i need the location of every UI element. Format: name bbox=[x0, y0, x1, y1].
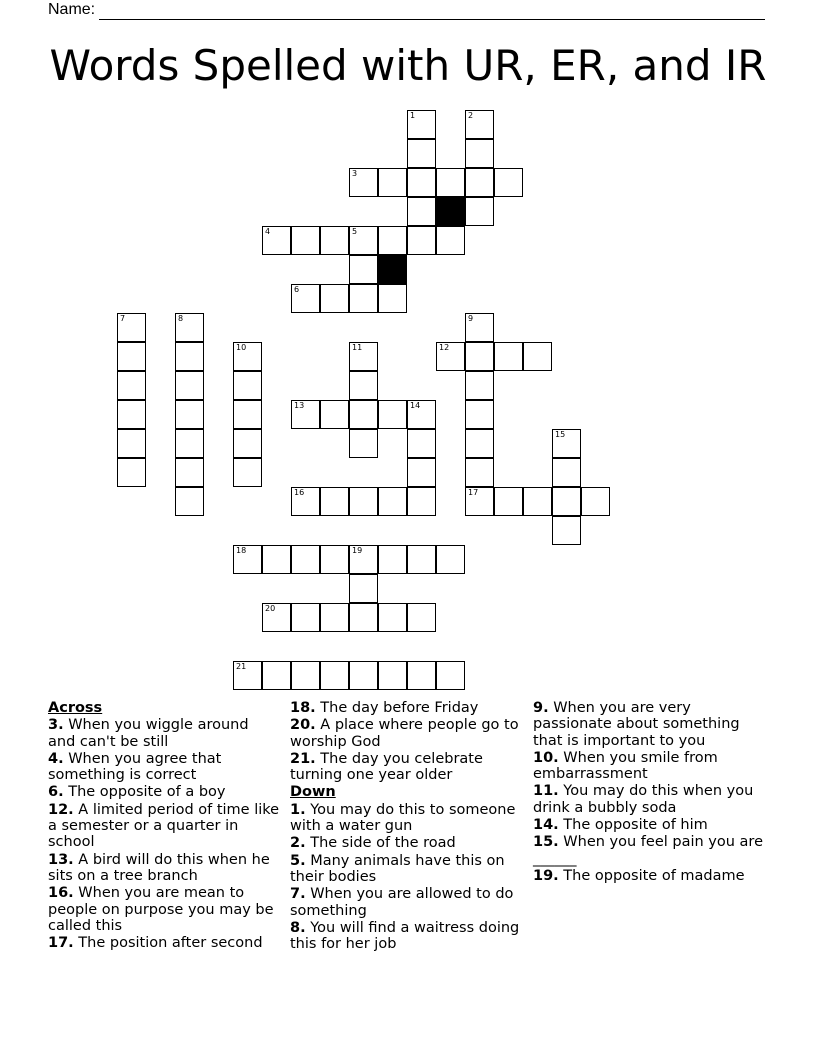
grid-cell[interactable] bbox=[175, 400, 204, 429]
grid-cell[interactable] bbox=[494, 168, 523, 197]
grid-cell[interactable] bbox=[117, 458, 146, 487]
grid-cell[interactable] bbox=[552, 516, 581, 545]
grid-cell[interactable] bbox=[349, 603, 378, 632]
grid-cell[interactable] bbox=[233, 661, 262, 690]
grid-clue-number: 4 bbox=[265, 227, 271, 236]
clue-text: When you are very passionate about something that is important to you bbox=[533, 700, 740, 749]
clue-number: 17. bbox=[48, 935, 74, 952]
clue-text: When you wiggle around and can't be still bbox=[48, 717, 249, 750]
across-clue bbox=[290, 751, 522, 784]
grid-clue-number: 19 bbox=[352, 546, 363, 555]
grid-cell[interactable] bbox=[378, 168, 407, 197]
down-clue bbox=[290, 802, 522, 835]
down-clue bbox=[533, 750, 765, 783]
clue-number: 8. bbox=[290, 919, 306, 936]
grid-cell[interactable] bbox=[233, 371, 262, 400]
across-clue-list-part-2 bbox=[290, 700, 522, 783]
clue-number: 6. bbox=[48, 784, 64, 801]
clue-number: 5. bbox=[290, 852, 306, 869]
grid-clue-number: 17 bbox=[468, 488, 479, 497]
clue-number: 13. bbox=[48, 851, 74, 868]
down-clue-list-part-1 bbox=[290, 802, 522, 953]
clue-number: 18. bbox=[290, 700, 316, 716]
down-clue bbox=[290, 853, 522, 886]
clue-number: 4. bbox=[48, 750, 64, 767]
clue-number: 19. bbox=[533, 867, 559, 884]
grid-cell[interactable] bbox=[349, 168, 378, 197]
clue-number: 16. bbox=[48, 885, 74, 902]
grid-cell[interactable] bbox=[523, 487, 552, 516]
across-clue bbox=[290, 700, 522, 716]
grid-clue-number: 1 bbox=[410, 111, 416, 120]
grid-cell[interactable] bbox=[378, 661, 407, 690]
clue-number: 2. bbox=[290, 835, 306, 852]
grid-cell[interactable] bbox=[407, 168, 436, 197]
name-blank-line[interactable] bbox=[99, 5, 765, 20]
grid-cell[interactable] bbox=[407, 110, 436, 139]
clue-number: 10. bbox=[533, 749, 559, 766]
grid-cell[interactable] bbox=[378, 487, 407, 516]
grid-clue-number: 12 bbox=[439, 343, 450, 352]
grid-cell[interactable] bbox=[465, 458, 494, 487]
grid-clue-number: 6 bbox=[294, 285, 300, 294]
grid-cell[interactable] bbox=[465, 342, 494, 371]
grid-cell[interactable] bbox=[494, 487, 523, 516]
grid-cell[interactable] bbox=[233, 400, 262, 429]
grid-clue-number: 11 bbox=[352, 343, 363, 352]
grid-cell[interactable] bbox=[465, 313, 494, 342]
grid-cell[interactable] bbox=[320, 487, 349, 516]
grid-cell[interactable] bbox=[117, 313, 146, 342]
clue-text: When you are mean to people on purpose you may be called this bbox=[48, 885, 274, 934]
grid-cell[interactable] bbox=[378, 545, 407, 574]
across-clue-list-part-1 bbox=[48, 717, 280, 951]
grid-cell[interactable] bbox=[262, 226, 291, 255]
clue-number: 3. bbox=[48, 717, 64, 734]
grid-cell[interactable] bbox=[407, 603, 436, 632]
down-clue bbox=[533, 817, 765, 833]
grid-cell[interactable] bbox=[175, 458, 204, 487]
grid-cell[interactable] bbox=[407, 197, 436, 226]
down-clue bbox=[533, 834, 765, 867]
clue-text: When you smile from embarrassment bbox=[533, 749, 718, 783]
grid-cell[interactable] bbox=[320, 284, 349, 313]
clue-text: A place where people go to worship God bbox=[290, 717, 519, 750]
grid-cell[interactable] bbox=[175, 429, 204, 458]
grid-cell[interactable] bbox=[262, 603, 291, 632]
grid-clue-number: 3 bbox=[352, 169, 358, 178]
grid-clue-number: 9 bbox=[468, 314, 474, 323]
grid-clue-number: 14 bbox=[410, 401, 421, 410]
grid-cell[interactable] bbox=[291, 603, 320, 632]
clue-text: When you agree that something is correct bbox=[48, 750, 222, 784]
grid-cell[interactable] bbox=[320, 545, 349, 574]
clue-number: 15. bbox=[533, 834, 559, 851]
grid-clue-number: 7 bbox=[120, 314, 126, 323]
grid-cell[interactable] bbox=[291, 284, 320, 313]
across-clue bbox=[48, 717, 280, 750]
grid-cell[interactable] bbox=[291, 487, 320, 516]
grid-cell[interactable] bbox=[233, 342, 262, 371]
grid-cell[interactable] bbox=[407, 400, 436, 429]
clue-text: The side of the road bbox=[305, 835, 456, 852]
grid-cell[interactable] bbox=[349, 574, 378, 603]
grid-cell[interactable] bbox=[175, 371, 204, 400]
across-clue bbox=[48, 852, 280, 885]
clue-text: You will find a waitress doing this for her job bbox=[290, 919, 520, 953]
clue-text: A limited period of time like a semester or a quarter in school bbox=[48, 801, 280, 851]
grid-cell[interactable] bbox=[117, 371, 146, 400]
grid-clue-number: 2 bbox=[468, 111, 474, 120]
grid-cell[interactable] bbox=[407, 139, 436, 168]
down-clue bbox=[290, 920, 522, 953]
clue-text: When you feel pain you are ______ bbox=[533, 834, 763, 867]
down-clue bbox=[290, 886, 522, 919]
grid-cell[interactable] bbox=[552, 429, 581, 458]
grid-cell[interactable] bbox=[349, 255, 378, 284]
grid-cell[interactable] bbox=[407, 487, 436, 516]
grid-cell[interactable] bbox=[378, 226, 407, 255]
clue-text: The opposite of madame bbox=[558, 867, 745, 884]
grid-cell[interactable] bbox=[349, 429, 378, 458]
grid-cell[interactable] bbox=[320, 661, 349, 690]
grid-cell[interactable] bbox=[349, 226, 378, 255]
grid-cell[interactable] bbox=[407, 458, 436, 487]
grid-cell[interactable] bbox=[233, 429, 262, 458]
grid-cell[interactable] bbox=[291, 545, 320, 574]
clue-number: 14. bbox=[533, 817, 559, 834]
across-clue bbox=[48, 751, 280, 784]
grid-cell[interactable] bbox=[523, 342, 552, 371]
grid-cell[interactable] bbox=[465, 197, 494, 226]
down-clue bbox=[533, 783, 765, 816]
grid-cell[interactable] bbox=[436, 226, 465, 255]
grid-cell[interactable] bbox=[233, 545, 262, 574]
grid-cell[interactable] bbox=[581, 487, 610, 516]
grid-cell[interactable] bbox=[175, 313, 204, 342]
grid-cell[interactable] bbox=[378, 603, 407, 632]
grid-cell[interactable] bbox=[552, 487, 581, 516]
grid-cell[interactable] bbox=[465, 168, 494, 197]
clues-column-1 bbox=[48, 700, 280, 952]
grid-cell[interactable] bbox=[262, 661, 291, 690]
grid-clue-number: 15 bbox=[555, 430, 566, 439]
clue-text: A bird will do this when he sits on a tree branch bbox=[48, 851, 270, 884]
grid-cell[interactable] bbox=[233, 458, 262, 487]
puzzle-title: Words Spelled with UR, ER, and IR bbox=[49, 41, 767, 90]
grid-cell[interactable] bbox=[117, 429, 146, 458]
grid-cell[interactable] bbox=[465, 429, 494, 458]
grid-cell[interactable] bbox=[291, 226, 320, 255]
clues-column-2 bbox=[290, 700, 522, 953]
grid-clue-number: 10 bbox=[236, 343, 247, 352]
grid-cell[interactable] bbox=[175, 487, 204, 516]
grid-cell[interactable] bbox=[320, 603, 349, 632]
grid-clue-number: 5 bbox=[352, 227, 358, 236]
grid-cell[interactable] bbox=[436, 342, 465, 371]
grid-cell[interactable] bbox=[378, 284, 407, 313]
grid-cell[interactable] bbox=[407, 661, 436, 690]
grid-cell[interactable] bbox=[320, 226, 349, 255]
clue-number: 12. bbox=[48, 801, 74, 818]
clue-text: Many animals have this on their bodies bbox=[290, 852, 505, 885]
grid-cell[interactable] bbox=[349, 400, 378, 429]
grid-cell[interactable] bbox=[436, 545, 465, 574]
grid-cell[interactable] bbox=[465, 139, 494, 168]
grid-cell[interactable] bbox=[407, 545, 436, 574]
grid-cell[interactable] bbox=[378, 400, 407, 429]
grid-cell[interactable] bbox=[407, 429, 436, 458]
clue-text: You may do this when you drink a bubbly soda bbox=[533, 783, 754, 816]
across-clue bbox=[48, 935, 280, 951]
grid-clue-number: 13 bbox=[294, 401, 305, 410]
grid-cell[interactable] bbox=[465, 110, 494, 139]
grid-block-cell bbox=[378, 255, 407, 284]
clue-number: 9. bbox=[533, 700, 549, 716]
grid-cell[interactable] bbox=[349, 545, 378, 574]
clue-text: The opposite of a boy bbox=[63, 784, 226, 801]
clue-text: You may do this to someone with a water gun bbox=[290, 801, 516, 835]
grid-cell[interactable] bbox=[552, 458, 581, 487]
clue-text: The position after second bbox=[73, 935, 263, 952]
grid-clue-number: 8 bbox=[178, 314, 184, 323]
down-clue-list-part-2 bbox=[533, 700, 765, 884]
across-clue bbox=[48, 784, 280, 800]
across-clue bbox=[48, 802, 280, 851]
clue-text: The opposite of him bbox=[558, 817, 708, 834]
grid-cell[interactable] bbox=[117, 342, 146, 371]
grid-cell[interactable] bbox=[262, 545, 291, 574]
clue-text: The day before Friday bbox=[315, 700, 479, 716]
grid-clue-number: 21 bbox=[236, 662, 247, 671]
name-label: Name: bbox=[48, 1, 96, 18]
clue-number: 21. bbox=[290, 750, 316, 767]
across-heading: Across bbox=[48, 700, 103, 716]
grid-cell[interactable] bbox=[436, 661, 465, 690]
clue-number: 11. bbox=[533, 783, 559, 800]
down-clue bbox=[533, 700, 765, 749]
down-heading: Down bbox=[290, 784, 336, 801]
grid-clue-number: 18 bbox=[236, 546, 247, 555]
grid-clue-number: 16 bbox=[294, 488, 305, 497]
name-field-row bbox=[48, 0, 765, 20]
across-clue bbox=[48, 885, 280, 934]
grid-cell[interactable] bbox=[407, 226, 436, 255]
down-clue bbox=[533, 868, 765, 884]
grid-cell[interactable] bbox=[349, 284, 378, 313]
grid-cell[interactable] bbox=[436, 168, 465, 197]
clue-number: 20. bbox=[290, 717, 316, 734]
clues-column-3 bbox=[533, 700, 765, 885]
grid-cell[interactable] bbox=[349, 487, 378, 516]
grid-cell[interactable] bbox=[494, 342, 523, 371]
clue-number: 1. bbox=[290, 801, 306, 818]
grid-cell[interactable] bbox=[465, 487, 494, 516]
grid-cell[interactable] bbox=[291, 661, 320, 690]
clue-text: The day you celebrate turning one year older bbox=[290, 750, 483, 784]
grid-block-cell bbox=[436, 197, 465, 226]
grid-cell[interactable] bbox=[349, 661, 378, 690]
across-clue bbox=[290, 717, 522, 750]
grid-clue-number: 20 bbox=[265, 604, 276, 613]
grid-cell[interactable] bbox=[349, 342, 378, 371]
grid-cell[interactable] bbox=[465, 400, 494, 429]
down-clue bbox=[290, 835, 522, 851]
grid-cell[interactable] bbox=[320, 400, 349, 429]
grid-cell[interactable] bbox=[349, 371, 378, 400]
grid-cell[interactable] bbox=[175, 342, 204, 371]
grid-cell[interactable] bbox=[465, 371, 494, 400]
clue-text: When you are allowed to do something bbox=[290, 886, 514, 919]
grid-cell[interactable] bbox=[117, 400, 146, 429]
grid-cell[interactable] bbox=[291, 400, 320, 429]
clue-number: 7. bbox=[290, 886, 306, 903]
